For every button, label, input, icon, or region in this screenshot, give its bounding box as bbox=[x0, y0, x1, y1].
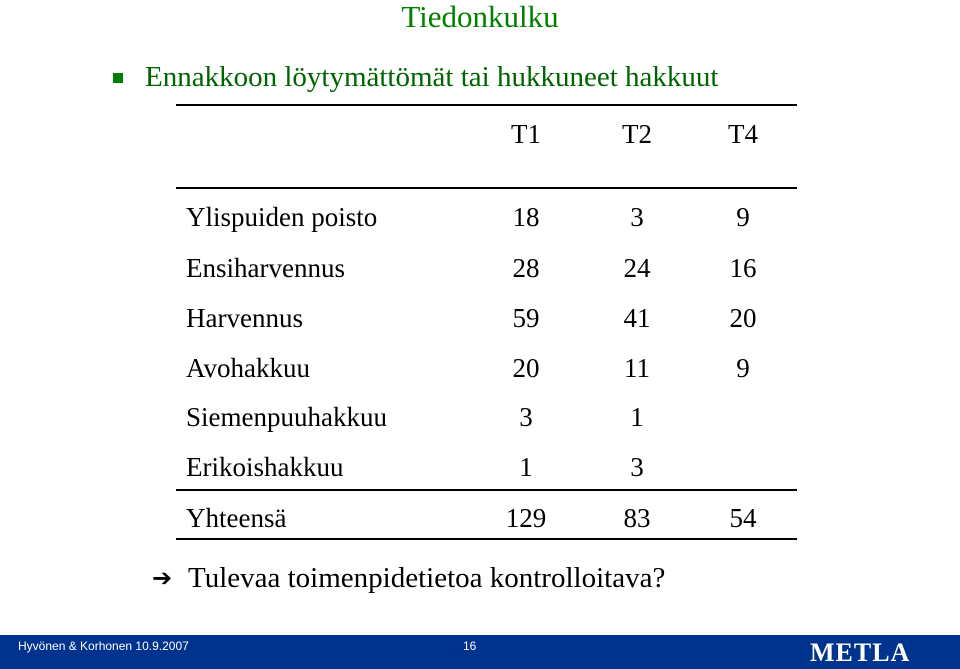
column-header-t4: T4 bbox=[728, 119, 758, 149]
row-label-harvennus: Harvennus bbox=[186, 303, 303, 333]
bullet-point bbox=[113, 61, 718, 93]
table-cell: 9 bbox=[736, 353, 750, 383]
table-cell: 3 bbox=[630, 202, 644, 232]
conclusion-line bbox=[152, 562, 665, 594]
table-cell: 9 bbox=[736, 202, 750, 232]
table-cell: 24 bbox=[623, 253, 651, 283]
total-cell: 83 bbox=[623, 503, 651, 533]
conclusion-text: Tulevaa toimenpidetietoa kontrolloitava? bbox=[188, 562, 666, 594]
page-number: 16 bbox=[463, 639, 477, 653]
square-bullet-icon bbox=[113, 73, 123, 83]
table-cell: 1 bbox=[519, 452, 533, 482]
total-cell: 54 bbox=[729, 503, 757, 533]
row-label-erikoishakkuu: Erikoishakkuu bbox=[186, 452, 344, 482]
total-top-rule bbox=[176, 489, 797, 491]
table-cell: 20 bbox=[512, 353, 540, 383]
total-cell: 129 bbox=[505, 503, 547, 533]
table-cell: 3 bbox=[630, 452, 644, 482]
table-cell: 3 bbox=[519, 402, 533, 432]
table-cell: 28 bbox=[512, 253, 540, 283]
metla-logo: METLA bbox=[810, 638, 911, 667]
slide-title bbox=[0, 0, 960, 34]
row-label-avohakkuu: Avohakkuu bbox=[186, 353, 310, 383]
table-cell: 11 bbox=[624, 353, 650, 383]
row-label-siemenpuuhakkuu: Siemenpuuhakkuu bbox=[186, 402, 387, 432]
table-cell: 18 bbox=[512, 202, 540, 232]
table-bottom-rule bbox=[176, 538, 797, 540]
table-top-rule bbox=[176, 104, 797, 106]
slide-title-text: Tiedonkulku bbox=[401, 0, 559, 34]
row-label-yhteensa: Yhteensä bbox=[186, 503, 287, 533]
table-cell: 16 bbox=[729, 253, 757, 283]
footer-bar bbox=[0, 635, 960, 669]
table-cell: 41 bbox=[623, 303, 651, 333]
column-header-t2: T2 bbox=[622, 119, 652, 149]
footer-authors-date: Hyvönen & Korhonen 10.9.2007 bbox=[18, 639, 189, 653]
right-arrow-icon: ➔ bbox=[152, 564, 173, 592]
row-label-ensiharvennus: Ensiharvennus bbox=[186, 253, 345, 283]
table-cell: 59 bbox=[512, 303, 540, 333]
slide-subtitle: Ennakkoon löytymättömät tai hukkuneet hakkuut bbox=[145, 61, 719, 93]
table-cell: 20 bbox=[729, 303, 757, 333]
header-bottom-rule bbox=[176, 187, 797, 189]
row-label-ylispuiden-poisto: Ylispuiden poisto bbox=[186, 202, 378, 232]
table-cell: 1 bbox=[630, 402, 644, 432]
column-header-t1: T1 bbox=[511, 119, 541, 149]
